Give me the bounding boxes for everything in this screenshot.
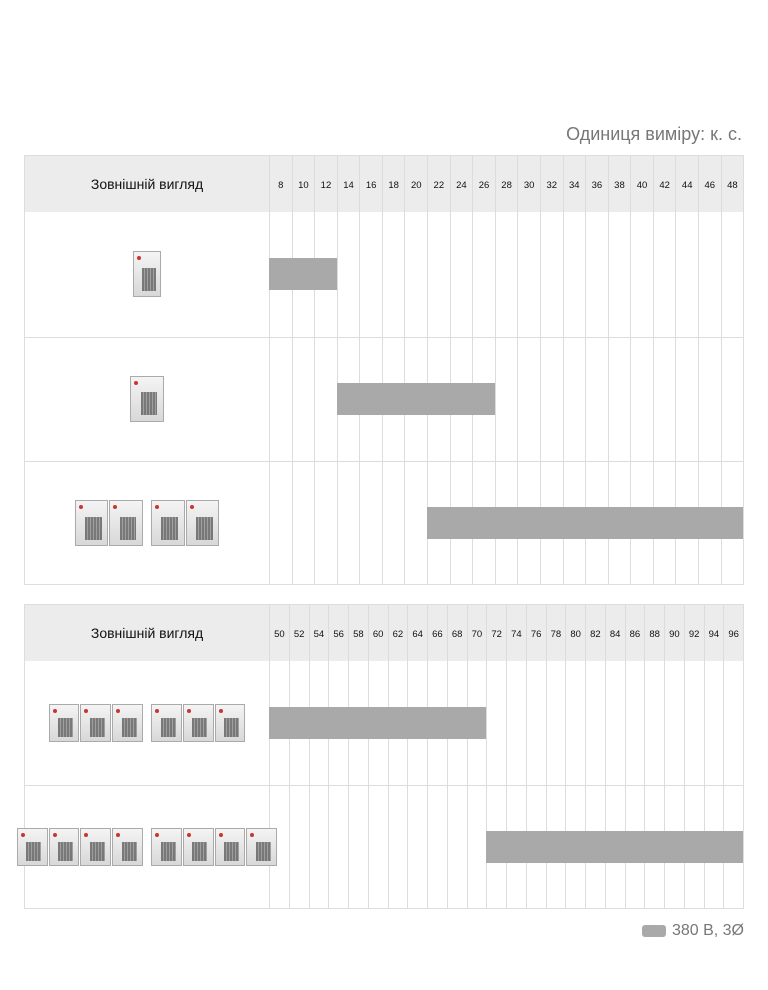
capacity-column-label: 60 — [372, 629, 384, 640]
capacity-column — [404, 156, 427, 584]
capacity-column — [309, 605, 329, 908]
outdoor-unit — [109, 500, 143, 546]
outdoor-unit-group — [75, 500, 143, 546]
capacity-column-label: 48 — [727, 180, 738, 191]
brand-logo-dot — [116, 833, 120, 837]
capacity-column — [407, 605, 427, 908]
double-fan-outdoor-unit-icon — [25, 337, 269, 462]
capacity-column-label: 64 — [412, 629, 423, 640]
brand-logo-dot — [137, 256, 141, 260]
capacity-range-bar — [337, 383, 495, 415]
capacity-column — [314, 156, 337, 584]
capacity-column-label: 32 — [546, 180, 558, 191]
capacity-column-label: 54 — [313, 629, 325, 640]
capacity-column-label: 88 — [649, 629, 660, 640]
outdoor-unit — [80, 704, 111, 742]
brand-logo-dot — [187, 833, 191, 837]
brand-logo-dot — [53, 833, 57, 837]
capacity-column-label: 34 — [569, 180, 580, 191]
capacity-column-label: 16 — [365, 180, 377, 191]
capacity-column-label: 76 — [530, 629, 542, 640]
brand-logo-dot — [113, 505, 117, 509]
capacity-column — [388, 605, 408, 908]
brand-logo-dot — [190, 505, 194, 509]
outdoor-unit — [130, 376, 164, 422]
outdoor-unit — [151, 828, 182, 866]
outdoor-unit-group — [133, 251, 162, 297]
brand-logo-dot — [250, 833, 254, 837]
outdoor-unit — [215, 828, 246, 866]
capacity-column-label: 96 — [728, 629, 739, 640]
capacity-column — [289, 605, 309, 908]
brand-logo-dot — [79, 505, 83, 509]
brand-logo-dot — [155, 833, 159, 837]
outdoor-unit-group — [151, 500, 219, 546]
capacity-range-bar — [427, 507, 743, 539]
capacity-column-label: 94 — [708, 629, 720, 640]
capacity-column-label: 8 — [278, 180, 284, 191]
capacity-column — [382, 156, 405, 584]
legend-swatch — [642, 925, 666, 937]
legend — [642, 922, 744, 940]
outdoor-unit — [49, 828, 80, 866]
brand-logo-dot — [155, 505, 159, 509]
capacity-column-label: 68 — [451, 629, 463, 640]
capacity-column-label: 14 — [343, 180, 354, 191]
capacity-column — [368, 605, 388, 908]
outdoor-unit-group — [130, 376, 164, 422]
outdoor-unit — [133, 251, 162, 297]
capacity-column-label: 38 — [614, 180, 625, 191]
capacity-column-label: 42 — [659, 180, 670, 191]
single-outdoor-unit-icon — [25, 212, 269, 337]
capacity-column-label: 30 — [523, 180, 535, 191]
capacity-column-label: 78 — [550, 629, 562, 640]
capacity-column-label: 46 — [704, 180, 716, 191]
unit-label: Одиниця виміру: к. с. — [566, 124, 742, 144]
outdoor-unit — [246, 828, 277, 866]
appearance-header: Зовнішній вигляд — [90, 176, 204, 192]
outdoor-unit-group — [17, 828, 143, 866]
brand-logo-dot — [134, 381, 138, 385]
brand-logo-dot — [155, 709, 159, 713]
capacity-column — [348, 605, 368, 908]
capacity-column-label: 90 — [669, 629, 680, 640]
brand-logo-dot — [53, 709, 57, 713]
capacity-column-label: 80 — [570, 629, 581, 640]
capacity-column-label: 20 — [410, 180, 422, 191]
capacity-column-label: 18 — [388, 180, 399, 191]
capacity-column-label: 10 — [298, 180, 309, 191]
capacity-column-label: 26 — [478, 180, 490, 191]
combined-outdoor-units-icon — [25, 461, 269, 586]
outdoor-unit — [183, 828, 214, 866]
capacity-column-label: 58 — [353, 629, 364, 640]
outdoor-unit — [151, 704, 182, 742]
capacity-range-bar — [269, 258, 337, 290]
outdoor-unit-group — [151, 828, 277, 866]
outdoor-unit — [112, 704, 143, 742]
capacity-column — [292, 156, 315, 584]
capacity-column — [359, 156, 382, 584]
capacity-table-2 — [24, 604, 744, 909]
capacity-column-label: 52 — [293, 629, 305, 640]
capacity-column-label: 24 — [456, 180, 467, 191]
brand-logo-dot — [116, 709, 120, 713]
outdoor-unit — [49, 704, 80, 742]
brand-logo-dot — [84, 833, 88, 837]
capacity-column-label: 56 — [333, 629, 344, 640]
brand-logo-dot — [187, 709, 191, 713]
outdoor-unit — [215, 704, 246, 742]
capacity-column-label: 84 — [609, 629, 621, 640]
outdoor-unit — [112, 828, 143, 866]
brand-logo-dot — [21, 833, 25, 837]
outdoor-unit — [80, 828, 111, 866]
outdoor-unit — [17, 828, 48, 866]
outdoor-unit-group — [151, 704, 245, 742]
combined-outdoor-units-icon — [25, 661, 269, 785]
outdoor-unit-group — [49, 704, 143, 742]
capacity-column-label: 86 — [629, 629, 641, 640]
capacity-column-label: 72 — [491, 629, 502, 640]
outdoor-unit — [75, 500, 109, 546]
capacity-column-label: 36 — [591, 180, 603, 191]
capacity-column — [328, 605, 348, 908]
capacity-column — [427, 605, 447, 908]
capacity-column-label: 40 — [636, 180, 648, 191]
capacity-range-bar — [269, 707, 486, 739]
outdoor-unit — [186, 500, 220, 546]
capacity-column-label: 44 — [681, 180, 693, 191]
capacity-column — [269, 156, 292, 584]
brand-logo-dot — [219, 709, 223, 713]
appearance-header: Зовнішній вигляд — [90, 625, 204, 641]
capacity-column-label: 70 — [471, 629, 483, 640]
outdoor-unit — [151, 500, 185, 546]
capacity-column-label: 74 — [511, 629, 522, 640]
capacity-column-label: 28 — [501, 180, 512, 191]
brand-logo-dot — [219, 833, 223, 837]
capacity-column — [447, 605, 467, 908]
capacity-column-label: 12 — [320, 180, 332, 191]
capacity-table-1 — [24, 155, 744, 585]
capacity-column-label: 82 — [590, 629, 601, 640]
capacity-range-bar — [486, 831, 743, 863]
outdoor-unit — [183, 704, 214, 742]
capacity-column-label: 92 — [688, 629, 700, 640]
combined-outdoor-units-icon — [25, 785, 269, 909]
capacity-column-label: 62 — [392, 629, 404, 640]
capacity-column-label: 66 — [432, 629, 443, 640]
capacity-column — [337, 156, 360, 584]
capacity-column-label: 22 — [433, 180, 445, 191]
capacity-column — [467, 605, 487, 908]
brand-logo-dot — [84, 709, 88, 713]
legend-label: 380 В, 3Ø — [671, 922, 744, 939]
capacity-column-label: 50 — [274, 629, 285, 640]
